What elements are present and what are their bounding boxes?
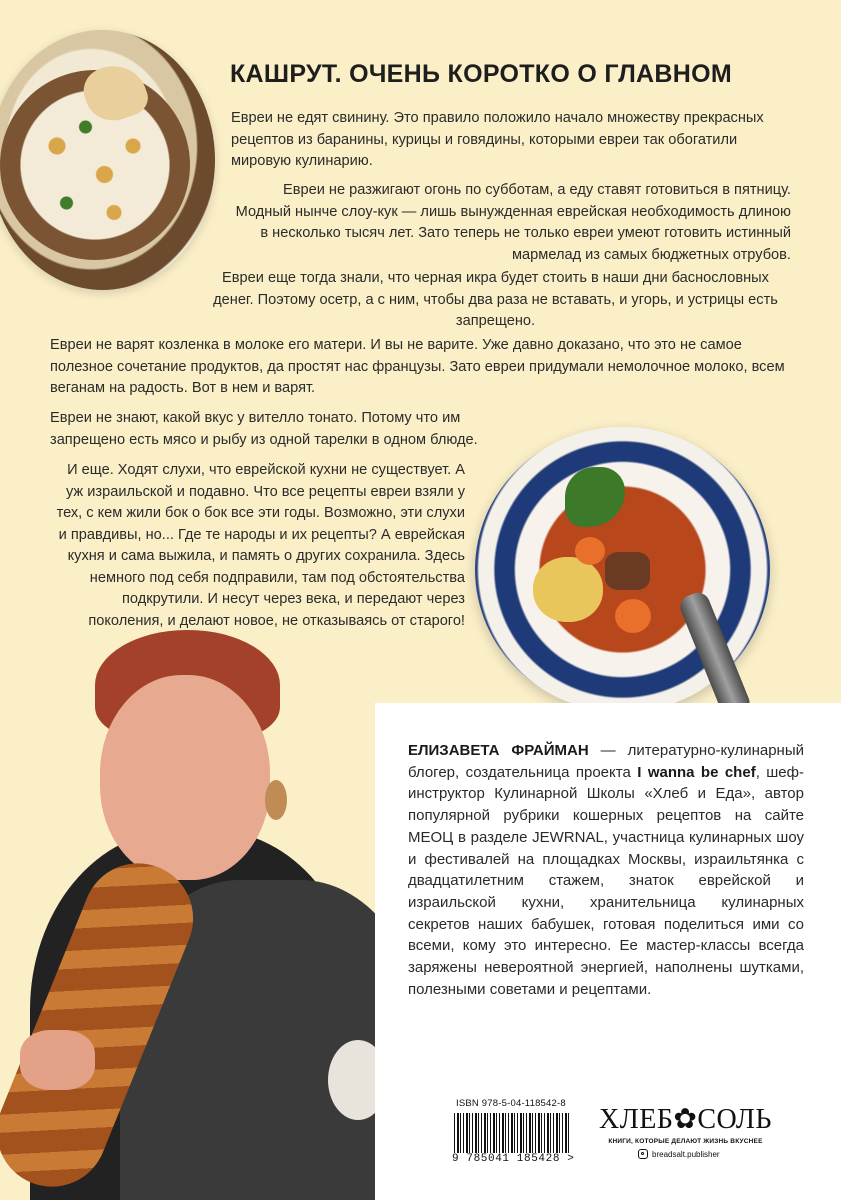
page-title: КАШРУТ. ОЧЕНЬ КОРОТКО О ГЛАВНОМ (230, 60, 732, 88)
barcode-digits: 9 785041 185428 > (452, 1153, 575, 1165)
author-name: ЕЛИЗАВЕТА ФРАЙМАН (408, 742, 589, 759)
bio-text-1: — литературно-кулинарный блогер, создательница проекта (408, 742, 804, 781)
project-name: I wanna be chef (637, 763, 756, 781)
potato (533, 557, 603, 622)
instagram-text: breadsalt.publisher (652, 1149, 720, 1159)
instagram-icon (638, 1149, 648, 1159)
bio-text-2: , шеф-инструктор Кулинарной Школы «Хлеб и Еда», автор популярной рубрики кошерных рецептов на сайте МЕОЦ в разделе JEWRNAL, участница кулинарных шоу и фестивалей на площадках Москвы, израильтянка с двадцатилетним стажем, знаток еврейской и израильской кухни, хранительница кулинарных секретов наших бабушек, готовая поделиться ими со всеми, кому это интересно. Ее мастер-классы всегда заряжены невероятной энергией, наполнены шутками, полезными советами и рецептами. (408, 763, 804, 998)
instagram-handle (598, 1149, 773, 1159)
paragraph-milk: Евреи не варят козленка в молоке его матери. И вы не варите. Уже давно доказано, что это не самое полезное сочетание продуктов, да простят нас французы. Зато евреи придумали немолочное молоко, всем веганам на радость. Вот в нем и варят. (50, 337, 785, 396)
hand (20, 1030, 95, 1090)
paragraph-seafood: Евреи еще тогда знали, что черная икра будет стоить в наши дни баснословных денег. Поэтому осетр, а с ним, чтобы два раза не вставать, и угорь, и устрицы есть запрещено. (213, 270, 778, 329)
paragraph-vitello: Евреи не знают, какой вкус у вителло тонато. Потому что им запрещено есть мясо и рыбу из одной тарелки в одном блюде. (50, 410, 478, 448)
face (100, 675, 270, 880)
earring (265, 780, 287, 820)
paragraph-rumors: И еще. Ходят слухи, что еврейской кухни не существует. А уж израильской и подавно. Что все рецепты евреи взяли у тех, с кем жили бок о бок все эти годы. Возможно, эти слухи и правдивы, но... Где те народы и их рецепты? А еврейская кухня и сама выжила, и память о других сохранила. Здесь немного под себя подправили, там под обстоятельства подкрутили. И несут через века, и передают через поколения, и делают новое, не отказываясь от старого! (56, 462, 465, 629)
publisher-tagline: КНИГИ, КОТОРЫЕ ДЕЛАЮТ ЖИЗНЬ ВКУСНЕЕ (608, 1138, 763, 1145)
paragraph-pork: Евреи не едят свинину. Это правило положило начало множеству прекрасных рецептов из баранины, курицы и говядины, которыми евреи так обогатили мировую кулинарию. (231, 110, 764, 169)
carrot-slice (575, 537, 605, 565)
isbn-label: ISBN 978-5-04-118542-8 (456, 1098, 566, 1109)
meat-piece (605, 552, 650, 590)
author-photo (0, 630, 375, 1200)
barcode (454, 1113, 569, 1153)
carrot-slice (615, 599, 651, 633)
herb-garnish (565, 467, 625, 527)
hummus-plate-photo (0, 30, 215, 290)
author-bio (408, 740, 804, 1000)
paragraph-shabbat: Евреи не разжигают огонь по субботам, а еду ставят готовиться в пятницу. Модный нынче слоу-кук — лишь вынужденная еврейская необходимость длиною в несколько тысяч лет. Зато теперь не только евреи умеют готовить истинный мармелад из самых бюджетных отрубов. (235, 182, 791, 263)
publisher-logo: ХЛЕБ✿СОЛЬ (599, 1104, 772, 1135)
publisher-block (598, 1102, 773, 1159)
